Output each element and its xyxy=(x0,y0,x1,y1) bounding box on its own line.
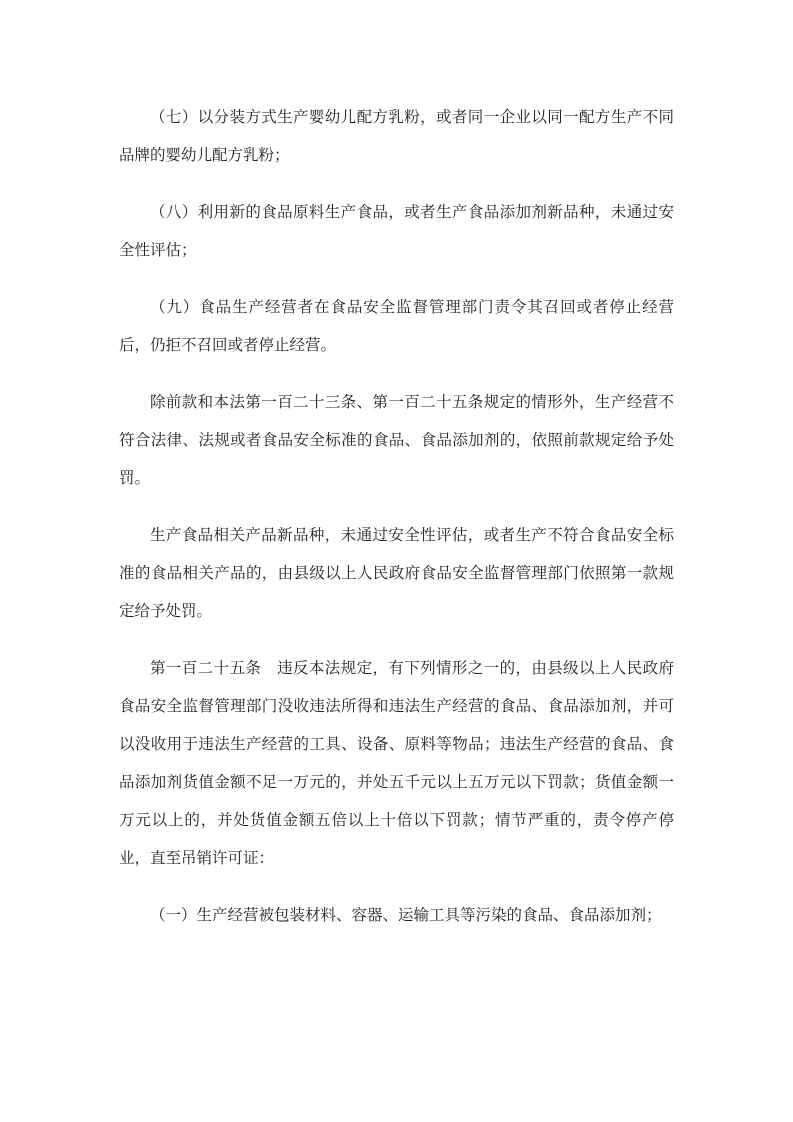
paragraph-item-8: （八）利用新的食品原料生产食品，或者生产食品添加剂新品种，未通过安全性评估； xyxy=(119,203,674,259)
paragraph-item-9: （九）食品生产经营者在食品安全监督管理部门责令其召回或者停止经营后，仍拒不召回或者停止经营。 xyxy=(119,298,674,354)
paragraph-penalty-clause: 除前款和本法第一百二十三条、第一百二十五条规定的情形外，生产经营不符合法律、法规或者食品安全标准的食品、食品添加剂的，依照前款规定给予处罚。 xyxy=(119,393,674,487)
paragraph-item-1: （一）生产经营被包装材料、容器、运输工具等污染的食品、食品添加剂； xyxy=(150,906,662,924)
document-body xyxy=(119,98,674,934)
paragraph-related-products: 生产食品相关产品新品种，未通过安全性评估，或者生产不符合食品安全标准的食品相关产品的，由县级以上人民政府食品安全监督管理部门依照第一款规定给予处罚。 xyxy=(119,526,674,620)
paragraph-item-7: （七）以分装方式生产婴幼儿配方乳粉，或者同一企业以同一配方生产不同品牌的婴幼儿配方乳粉； xyxy=(119,108,674,164)
paragraph-article-125: 第一百二十五条 违反本法规定，有下列情形之一的，由县级以上人民政府食品安全监督管理部门没收违法所得和违法生产经营的食品、食品添加剂，并可以没收用于违法生产经营的工具、设备、原料等物品；违法生产经营的食品、食品添加剂货值金额不足一万元的，并处五千元以上五万元以下罚款；货值金额一万元以上的，并处货值金额五倍以上十倍以下罚款；情节严重的，责令停产停业，直至吊销许可证： xyxy=(119,659,674,867)
